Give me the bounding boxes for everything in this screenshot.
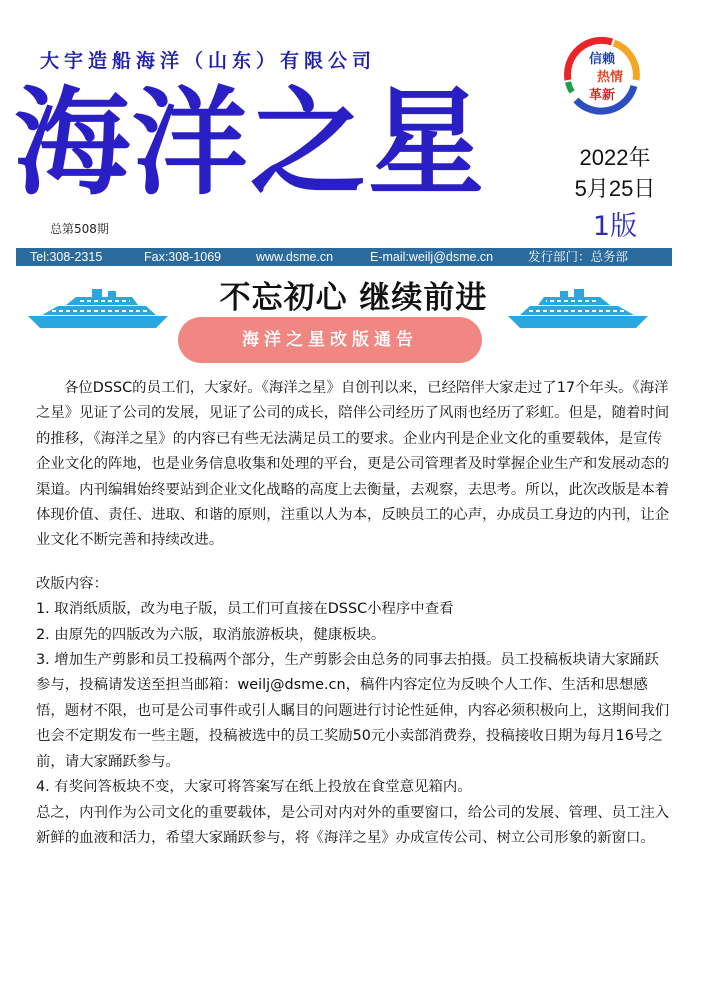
company-name: 大宇造船海洋（山东）有限公司 (40, 50, 377, 72)
list-item: 4. 有奖问答板块不变，大家可将答案写在纸上投放在食堂意见箱内。 (36, 779, 472, 796)
headline: 不忘初心 继续前进 (219, 280, 488, 316)
edition-label: 1版 (592, 211, 638, 242)
date-day: 5月25日 (574, 176, 656, 201)
logo (562, 36, 642, 116)
contact-bar (16, 248, 672, 266)
list-item: 2. 由原先的四版改为六版，取消旅游板块，健康板块。 (36, 626, 386, 643)
article-intro: 各位DSSC的员工们，大家好。《海洋之星》自创刊以来，已经陪伴大家走过了17个年头。《海洋之星》见证了公司的发展，见证了公司的成长，陪伴公司经历了风雨也经历了彩虹。但是，随着时间的推移，《海洋之星》的内容已有些无法满足员工的要求。企业内刊是企业文化的重要载体，是宣传企业文化的阵地，也是业务信息收集和处理的平台，更是公司管理者及时掌握企业生产和发展动态的渠道。内刊编辑始终要站到企业文化战略的高度上去衡量，去观察，去思考。所以，此次改版是本着体现价值、责任、进取、和谐的原则，注重以人为本，反映员工的心声，办成员工身边的内刊，让企业文化不断完善和持续改进。 (36, 380, 670, 549)
logo-line-3: 革新 (588, 88, 615, 103)
contact-tel: Tel:308-2315 (30, 250, 103, 264)
masthead-title: 海洋之星 (14, 76, 486, 211)
issue-date (560, 142, 670, 204)
list-title: 改版内容： (36, 575, 108, 592)
logo-line-1: 信赖 (588, 52, 615, 67)
list-item: 3. 增加生产剪影和员工投稿两个部分，生产剪影会由总务的同事去拍摄。员工投稿板块请大家踊跃参与，投稿请发送至担当邮箱：weilj@dsme.cn，稿件内容定位为反映个人工作、生活和思想感悟，题材不限，也可是公司事件或引人瞩目的问题进行讨论性延伸，内容必须积极向上，这期间我们也会不定期发布一些主题，投稿被选中的员工奖励50元小卖部消费券，投稿接收日期为每月16号之前，请大家踊跃参与。 (36, 652, 670, 770)
article-body (36, 376, 670, 851)
issue-number: 总第508期 (50, 222, 109, 236)
publishing-department: 发行部门：总务部 (528, 250, 629, 264)
notice-title-banner: 海洋之星改版通告 (178, 317, 482, 363)
contact-email: E-mail:weilj@dsme.cn (370, 250, 494, 264)
list-item: 1. 取消纸质版，改为电子版，员工们可直接在DSSC小程序中查看 (36, 601, 454, 618)
article-conclusion: 总之，内刊作为公司文化的重要载体，是公司对内对外的重要窗口，给公司的发展、管理、员工注入新鲜的血液和活力，希望大家踊跃参与，将《海洋之星》办成宣传公司、树立公司形象的新窗口。 (36, 804, 670, 846)
contact-website: www.dsme.cn (256, 250, 334, 264)
date-year: 2022年 (579, 145, 651, 170)
logo-line-2: 热情 (596, 70, 623, 85)
contact-fax: Fax:308-1069 (144, 250, 222, 264)
